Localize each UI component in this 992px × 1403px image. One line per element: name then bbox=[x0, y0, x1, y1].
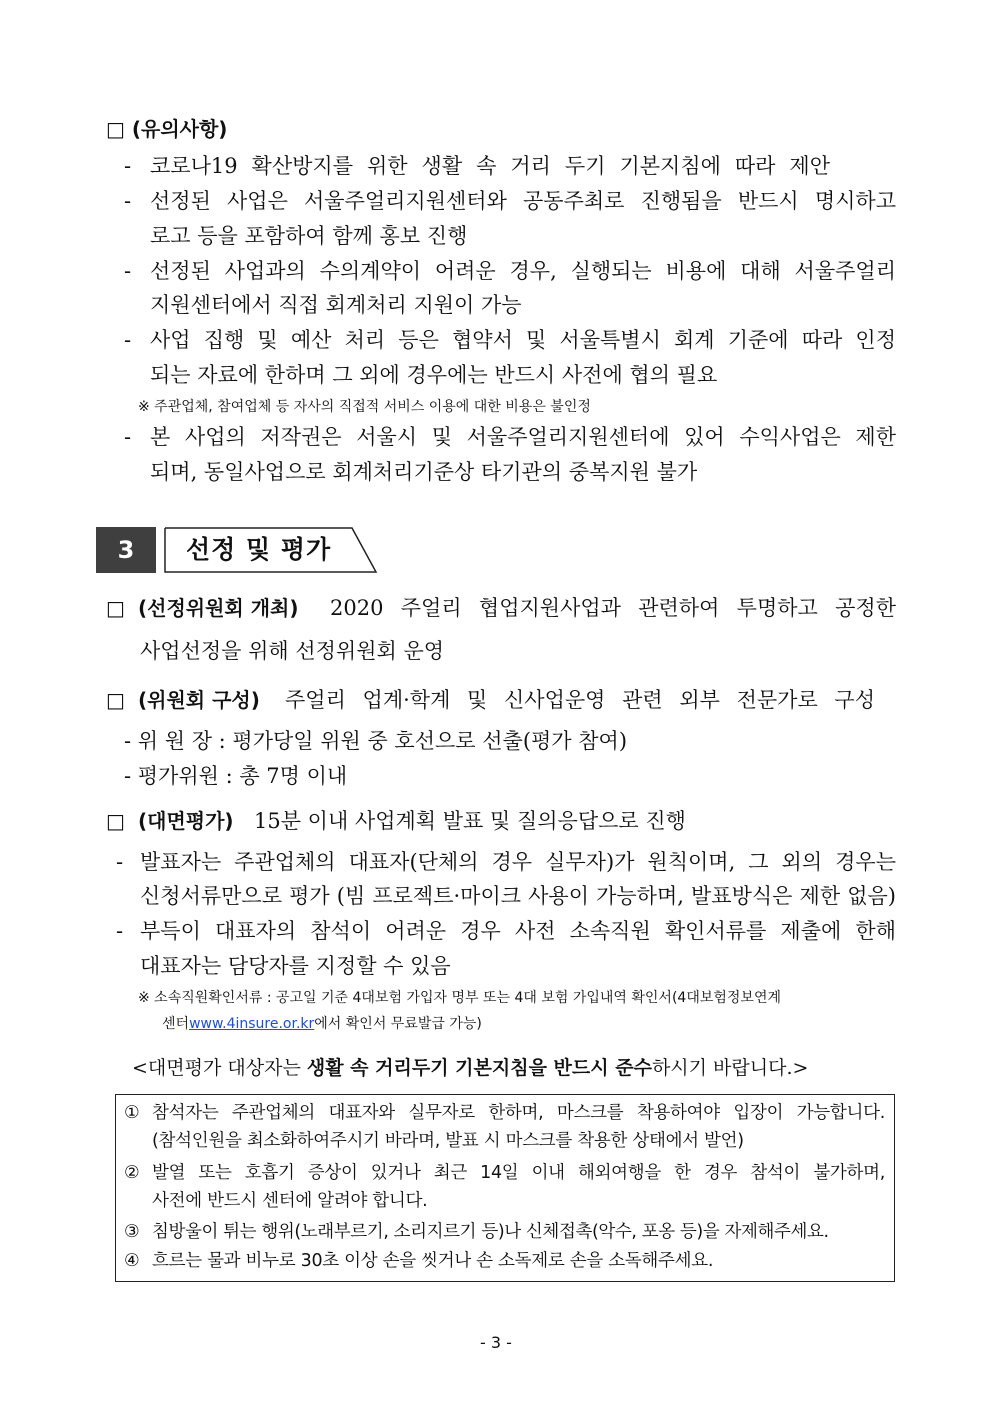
presentation-dash-1: - bbox=[116, 850, 124, 874]
caution-item-5-line-1: 본 사업의 저작권은 서울시 및 서울주얼리지원센터에 있어 수익사업은 제한 bbox=[150, 425, 896, 449]
committee-head: (선정위원회 개최) bbox=[138, 596, 299, 620]
caution-dash-4: - bbox=[124, 328, 132, 352]
composition-text: 주얼리 업계·학계 및 신사업운영 관련 외부 전문가로 구성 bbox=[285, 688, 875, 712]
caution-dash-2: - bbox=[124, 189, 132, 213]
notice-mark-1: ① bbox=[124, 1103, 140, 1123]
note-suffix: 에서 확인서 무료발급 가능) bbox=[314, 1016, 482, 1032]
caution-item-5-line-2: 되며, 동일사업으로 회계처리기준상 타기관의 중복지원 불가 bbox=[150, 460, 698, 484]
caution-dash-1: - bbox=[124, 154, 132, 178]
caution-dash-3: - bbox=[124, 259, 132, 283]
composition-box: □ bbox=[106, 688, 125, 712]
note-prefix: 센터 bbox=[162, 1016, 190, 1032]
presentation-item-1-line-2: 신청서류만으로 평가 (빔 프로젝트·마이크 사용이 가능하며, 발표방식은 제한 없음) bbox=[140, 884, 896, 908]
section-number: 3 bbox=[96, 527, 156, 573]
caution-note: ※ 주관업체, 참여업체 등 자사의 직접적 서비스 이용에 대한 비용은 불인정 bbox=[138, 399, 591, 415]
presentation-note-line-2 bbox=[162, 1013, 482, 1035]
notice-item-2-line-1: 발열 또는 호흡기 증상이 있거나 최근 14일 이내 해외여행을 한 경우 참석이 불가하며, bbox=[152, 1163, 885, 1183]
notice-item-4-line-1: 흐르는 물과 비누로 30초 이상 손을 씻거나 손 소독제로 손을 소독해주세요. bbox=[152, 1251, 714, 1271]
presentation-item-2-line-1: 부득이 대표자의 참석이 어려운 경우 사전 소속직원 확인서류를 제출에 한해 bbox=[140, 919, 896, 943]
presentation-dash-2: - bbox=[116, 919, 124, 943]
notice-mark-2: ② bbox=[124, 1163, 140, 1183]
composition-item-chair: - 위 원 장 : 평가당일 위원 중 호선으로 선출(평가 참여) bbox=[124, 729, 628, 753]
presentation-note-line-1: ※ 소속직원확인서류 : 공고일 기준 4대보험 가입자 명부 또는 4대 보험 가입내역 확인서(4대보험정보연계 bbox=[138, 990, 781, 1006]
notice-item-2-line-2: 사전에 반드시 센터에 알려야 합니다. bbox=[152, 1191, 428, 1211]
reminder-line bbox=[132, 1053, 808, 1083]
composition-item-members: - 평가위원 : 총 7명 이내 bbox=[124, 764, 348, 788]
composition-head: (위원회 구성) bbox=[138, 688, 260, 712]
notice-mark-3: ③ bbox=[124, 1222, 140, 1242]
presentation-item-2-line-2: 대표자는 담당자를 지정할 수 있음 bbox=[140, 954, 451, 978]
presentation-item-1-line-1: 발표자는 주관업체의 대표자(단체의 경우 실무자)가 원칙이며, 그 외의 경우는 bbox=[140, 850, 896, 874]
committee-box: □ bbox=[106, 596, 125, 620]
caution-heading: □ (유의사항) bbox=[106, 117, 228, 141]
presentation-text: 15분 이내 사업계획 발표 및 질의응답으로 진행 bbox=[254, 809, 686, 833]
notice-mark-4: ④ bbox=[124, 1251, 140, 1271]
presentation-head: (대면평가) bbox=[138, 809, 234, 833]
notice-item-1-line-2: (참석인원을 최소화하여주시기 바라며, 발표 시 마스크를 착용한 상태에서 발언) bbox=[152, 1131, 744, 1151]
reminder-post: 하시기 바랍니다.> bbox=[651, 1057, 809, 1079]
caution-item-4-line-2: 되는 자료에 한하며 그 외에 경우에는 반드시 사전에 협의 필요 bbox=[150, 363, 718, 387]
caution-item-2-line-2: 로고 등을 포함하여 함께 홍보 진행 bbox=[150, 224, 468, 248]
reminder-pre: <대면평가 대상자는 bbox=[132, 1057, 307, 1079]
caution-item-3-line-2: 지원센터에서 직접 회계처리 지원이 가능 bbox=[150, 293, 522, 317]
reminder-bold: 생활 속 거리두기 기본지침을 반드시 준수 bbox=[306, 1057, 652, 1079]
committee-line-1: 2020 주얼리 협업지원사업과 관련하여 투명하고 공정한 bbox=[330, 596, 896, 620]
page-number: - 3 - bbox=[480, 1333, 512, 1352]
notice-item-1-line-1: 참석자는 주관업체의 대표자와 실무자로 한하며, 마스크를 착용하여야 입장이 가능합니다. bbox=[152, 1103, 885, 1123]
notice-item-3-line-1: 침방울이 튀는 행위(노래부르기, 소리지르기 등)나 신체접촉(악수, 포옹 등)을 자제해주세요. bbox=[152, 1222, 829, 1242]
caution-item-1-line-1: 코로나19 확산방지를 위한 생활 속 거리 두기 기본지침에 따라 제안 bbox=[150, 154, 830, 178]
caution-item-3-line-1: 선정된 사업과의 수의계약이 어려운 경우, 실행되는 비용에 대해 서울주얼리 bbox=[150, 259, 896, 283]
caution-dash-5: - bbox=[124, 425, 132, 449]
caution-item-2-line-1: 선정된 사업은 서울주얼리지원센터와 공동주최로 진행됨을 반드시 명시하고 bbox=[150, 189, 896, 213]
insure-link[interactable]: www.4insure.or.kr bbox=[189, 1016, 315, 1032]
committee-line-2: 사업선정을 위해 선정위원회 운영 bbox=[140, 639, 445, 663]
presentation-box: □ bbox=[106, 809, 125, 833]
caution-item-4-line-1: 사업 집행 및 예산 처리 등은 협약서 및 서울특별시 회계 기준에 따라 인정 bbox=[150, 328, 896, 352]
section-title: 선정 및 평가 bbox=[186, 535, 332, 564]
